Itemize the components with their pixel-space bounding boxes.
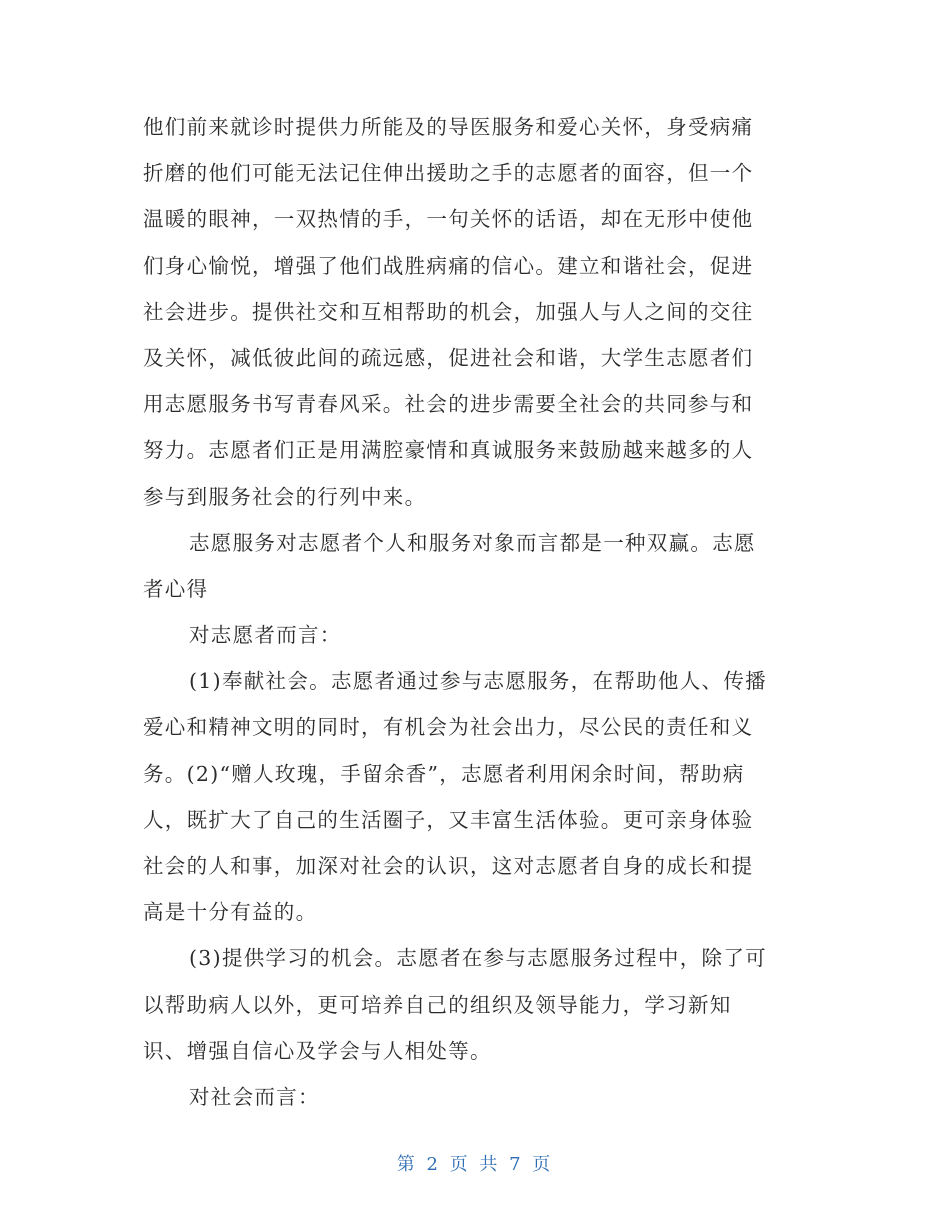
text-line: 人，既扩大了自己的生活圈子，又丰富生活体验。更可亲身体验 <box>143 807 754 832</box>
text-line: 识、增强自信心及学会与人相处等。 <box>143 1038 492 1063</box>
current-page-number: 2 <box>426 1154 441 1175</box>
section-heading: 对社会而言： <box>189 1084 320 1109</box>
paragraph-start-line: 志愿服务对志愿者个人和服务对象而言都是一种双赢。志愿 <box>189 530 756 555</box>
text-line: 他们前来就诊时提供力所能及的导医服务和爱心关怀，身受病痛 <box>143 115 754 139</box>
document-body <box>143 104 808 1120</box>
paragraph-start-line: (1)奉献社会。志愿者通过参与志愿服务，在帮助他人、传播 <box>189 669 767 694</box>
text-line: 参与到服务社会的行列中来。 <box>143 484 427 509</box>
section-heading: 对志愿者而言： <box>189 623 342 648</box>
footer-suffix: 页 <box>532 1154 554 1175</box>
text-line: 爱心和精神文明的同时，有机会为社会出力，尽公民的责任和义 <box>143 715 754 740</box>
paragraph-start-line: (3)提供学习的机会。志愿者在参与志愿服务过程中，除了可 <box>189 946 767 971</box>
text-line: 以帮助病人以外，更可培养自己的组织及领导能力，学习新知 <box>143 992 732 1017</box>
text-line: 及关怀，减低彼此间的疏远感，促进社会和谐，大学生志愿者们 <box>143 345 754 370</box>
text-line: 高是十分有益的。 <box>143 900 318 925</box>
footer-prefix: 第 <box>396 1154 418 1175</box>
page-number-footer <box>0 1150 950 1176</box>
text-line: 温暖的眼神，一双热情的手，一句关怀的话语，却在无形中使他 <box>143 207 754 232</box>
text-line: 社会进步。提供社交和互相帮助的机会，加强人与人之间的交往 <box>143 299 754 324</box>
text-line: 努力。志愿者们正是用满腔豪情和真诚服务来鼓励越来越多的人 <box>143 438 754 463</box>
text-line: 务。(2)“赠人玫瑰，手留余香”，志愿者利用闲余时间，帮助病 <box>143 761 745 786</box>
text-line: 们身心愉悦，增强了他们战胜病痛的信心。建立和谐社会，促进 <box>143 253 754 278</box>
total-page-count: 7 <box>509 1154 524 1175</box>
text-line: 社会的人和事，加深对社会的认识，这对志愿者自身的成长和提 <box>143 854 754 878</box>
text-line: 折磨的他们可能无法记住伸出援助之手的志愿者的面容，但一个 <box>143 161 754 186</box>
text-line: 用志愿服务书写青春风采。社会的进步需要全社会的共同参与和 <box>143 392 754 417</box>
footer-middle: 页 共 <box>449 1154 501 1175</box>
text-line: 者心得 <box>143 576 209 601</box>
